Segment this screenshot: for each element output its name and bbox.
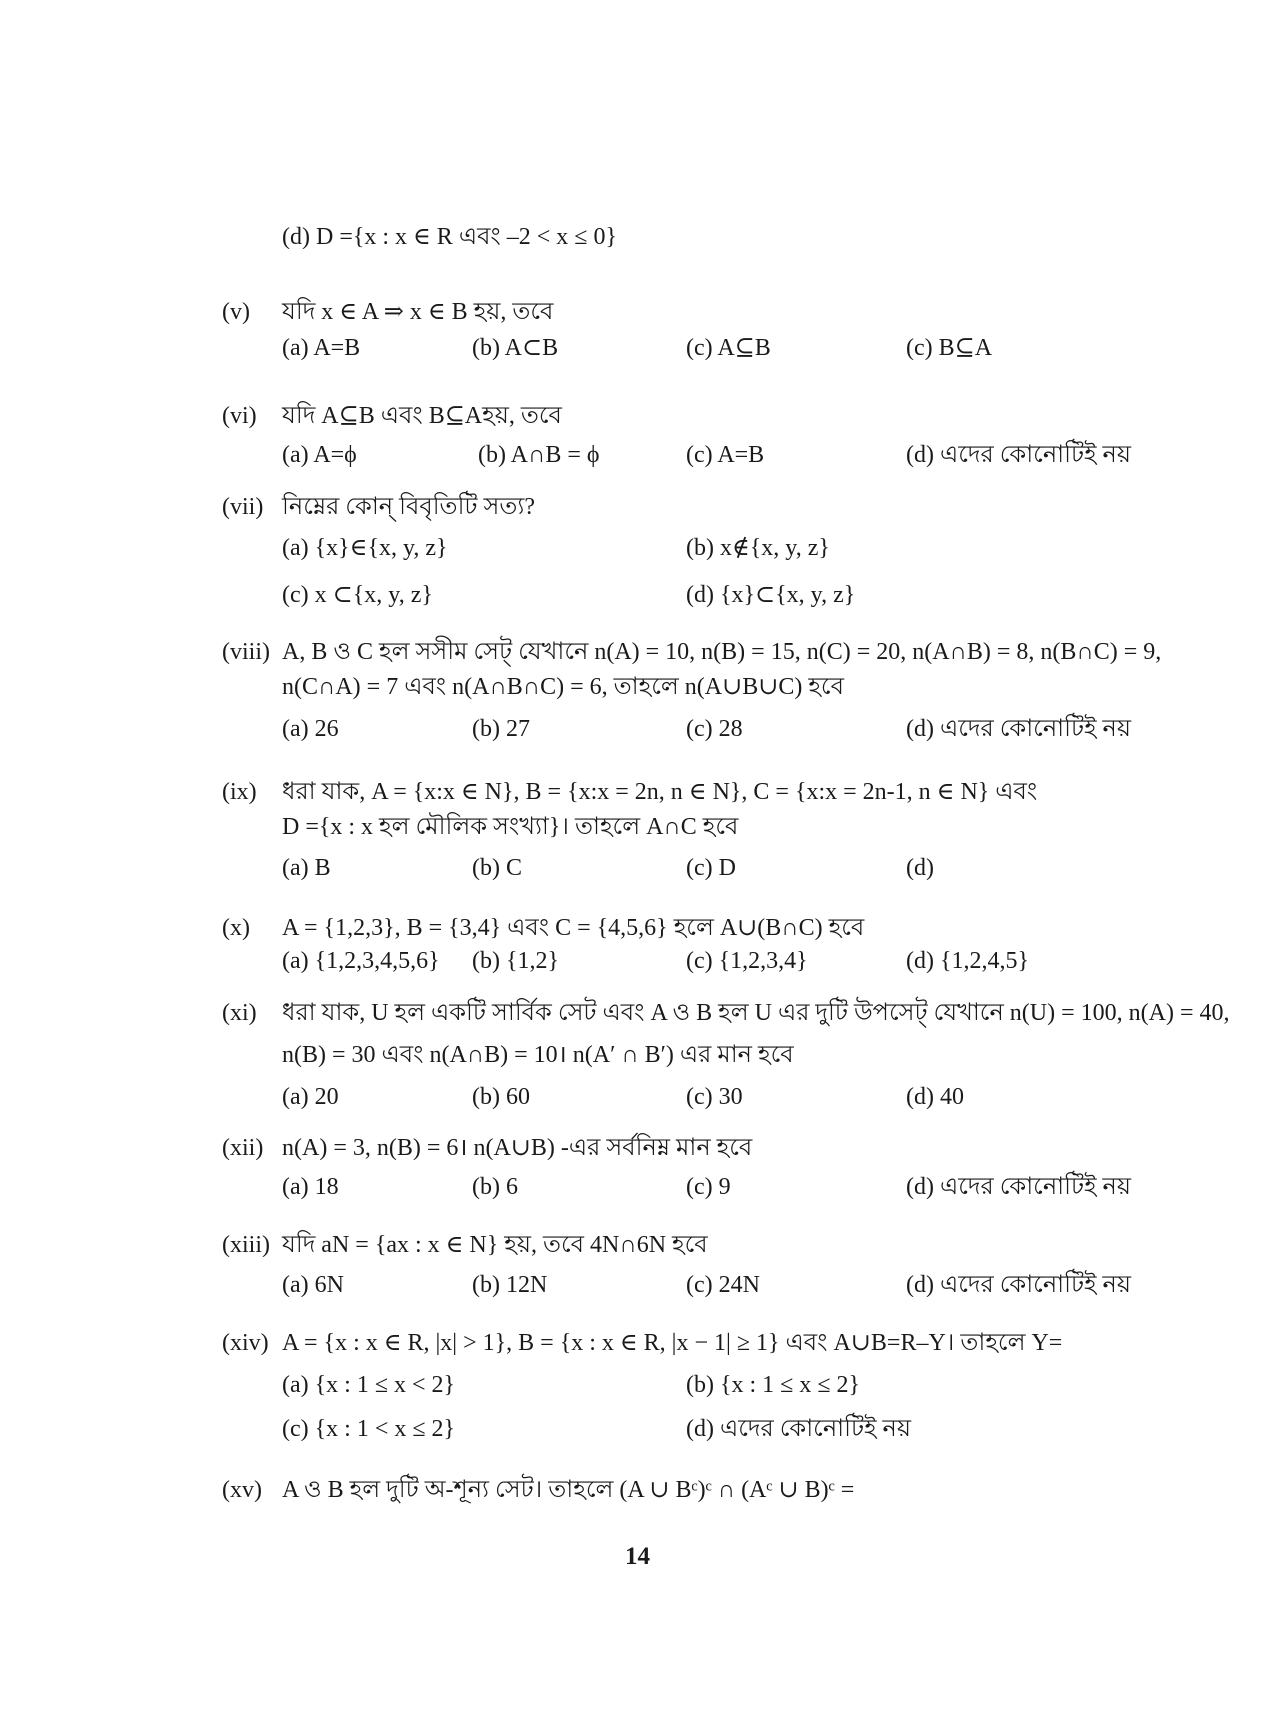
question-stem-viii: A, B ও C হল সসীম সেট্ যেখানে n(A) = 10, n(B) = 15, n(C) = 20, n(A∩B) = 8, n(B∩C) = 9,	[282, 639, 1162, 665]
question-number-xiv: (xiv)	[222, 1330, 269, 1356]
question-stem-ix-line2: D ={x : x হল মৌলিক সংখ্যা}। তাহলে A∩C হবে	[282, 814, 739, 840]
option-xiv-c: (c) {x : 1 < x ≤ 2}	[282, 1416, 456, 1442]
option-xii-c: (c) 9	[686, 1174, 731, 1200]
option-ix-b: (b) C	[472, 855, 522, 881]
option-ix-d: (d)	[906, 855, 934, 881]
question-stem-xiv: A = {x : x ∈ R, |x| > 1}, B = {x : x ∈ R, |x − 1| ≥ 1} এবং A∪B=R–Y। তাহলে Y=	[282, 1330, 1063, 1356]
option-v-a: (a) A=B	[282, 335, 361, 361]
option-x-b: (b) {1,2}	[472, 948, 560, 974]
question-number-xv: (xv)	[222, 1477, 262, 1503]
option-xii-a: (a) 18	[282, 1174, 339, 1200]
question-number-v: (v)	[222, 299, 250, 325]
option-vi-d: (d) এদের কোনোটিই নয়	[906, 442, 1132, 468]
option-xiii-a: (a) 6N	[282, 1272, 344, 1298]
question-stem-viii-line2: n(C∩A) = 7 এবং n(A∩B∩C) = 6, তাহলে n(A∪B∪C) হবে	[282, 674, 844, 700]
option-x-d: (d) {1,2,4,5}	[906, 948, 1030, 974]
option-xiv-a: (a) {x : 1 ≤ x < 2}	[282, 1372, 456, 1398]
question-number-ix: (ix)	[222, 779, 257, 805]
option-v-d: (c) B⊆A	[906, 335, 993, 361]
option-iv-d: (d) D ={x : x ∈ R এবং –2 < x ≤ 0}	[282, 224, 617, 250]
question-number-viii: (viii)	[222, 639, 270, 665]
question-stem-xii: n(A) = 3, n(B) = 6। n(A∪B) -এর সর্বনিম্ন মান হবে	[282, 1135, 753, 1161]
option-xi-a: (a) 20	[282, 1084, 339, 1110]
page-number: 14	[625, 1543, 650, 1570]
option-x-a: (a) {1,2,3,4,5,6}	[282, 948, 440, 974]
option-x-c: (c) {1,2,3,4}	[686, 948, 808, 974]
option-xiii-d: (d) এদের কোনোটিই নয়	[906, 1272, 1132, 1298]
option-xiv-d: (d) এদের কোনোটিই নয়	[686, 1416, 912, 1442]
question-stem-xi-line2: n(B) = 30 এবং n(A∩B) = 10। n(A′ ∩ B′) এর মান হবে	[282, 1042, 794, 1068]
question-number-xi: (xi)	[222, 1000, 257, 1026]
option-vi-c: (c) A=B	[686, 442, 765, 468]
option-v-b: (b) A⊂B	[472, 335, 559, 361]
question-stem-ix: ধরা যাক, A = {x:x ∈ N}, B = {x:x = 2n, n ∈ N}, C = {x:x = 2n-1, n ∈ N} এবং	[282, 779, 1038, 805]
option-viii-c: (c) 28	[686, 716, 743, 742]
option-ix-c: (c) D	[686, 855, 736, 881]
option-vi-b: (b) A∩B = ϕ	[478, 442, 600, 468]
question-number-xiii: (xiii)	[222, 1232, 270, 1258]
option-vii-a: (a) {x}∈{x, y, z}	[282, 535, 448, 561]
option-vii-d: (d) {x}⊂{x, y, z}	[686, 582, 856, 608]
option-vii-c: (c) x ⊂{x, y, z}	[282, 582, 433, 608]
question-number-xii: (xii)	[222, 1135, 264, 1161]
option-xi-d: (d) 40	[906, 1084, 964, 1110]
question-number-x: (x)	[222, 915, 250, 941]
option-v-c: (c) A⊆B	[686, 335, 771, 361]
question-stem-vii: নিম্নের কোন্ বিবৃতিটি সত্য?	[282, 494, 535, 520]
option-xii-d: (d) এদের কোনোটিই নয়	[906, 1174, 1132, 1200]
option-viii-b: (b) 27	[472, 716, 530, 742]
question-stem-xi: ধরা যাক, U হল একটি সার্বিক সেট এবং A ও B হল U এর দুটি উপসেট্ যেখানে n(U) = 100, n(A) = 40,	[282, 1000, 1230, 1026]
question-stem-xv: A ও B হল দুটি অ-শূন্য সেট। তাহলে (A ∪ Bᶜ)ᶜ ∩ (Aᶜ ∪ B)ᶜ =	[282, 1477, 855, 1503]
option-vii-b: (b) x∉{x, y, z}	[686, 535, 830, 561]
option-xiii-b: (b) 12N	[472, 1272, 548, 1298]
question-stem-xiii: যদি aN = {ax : x ∈ N} হয়, তবে 4N∩6N হবে	[282, 1232, 708, 1258]
question-number-vii: (vii)	[222, 494, 264, 520]
question-stem-vi: যদি A⊆B এবং B⊆Aহয়, তবে	[282, 403, 562, 429]
option-xii-b: (b) 6	[472, 1174, 518, 1200]
question-stem-x: A = {1,2,3}, B = {3,4} এবং C = {4,5,6} হলে A∪(B∩C) হবে	[282, 915, 865, 941]
option-xiii-c: (c) 24N	[686, 1272, 760, 1298]
option-xiv-b: (b) {x : 1 ≤ x ≤ 2}	[686, 1372, 861, 1398]
question-number-vi: (vi)	[222, 403, 257, 429]
option-vi-a: (a) A=ϕ	[282, 442, 357, 468]
question-stem-v: যদি x ∈ A ⇒ x ∈ B হয়, তবে	[282, 299, 554, 325]
option-viii-a: (a) 26	[282, 716, 339, 742]
option-viii-d: (d) এদের কোনোটিই নয়	[906, 716, 1132, 742]
option-xi-b: (b) 60	[472, 1084, 530, 1110]
option-xi-c: (c) 30	[686, 1084, 743, 1110]
option-ix-a: (a) B	[282, 855, 331, 881]
